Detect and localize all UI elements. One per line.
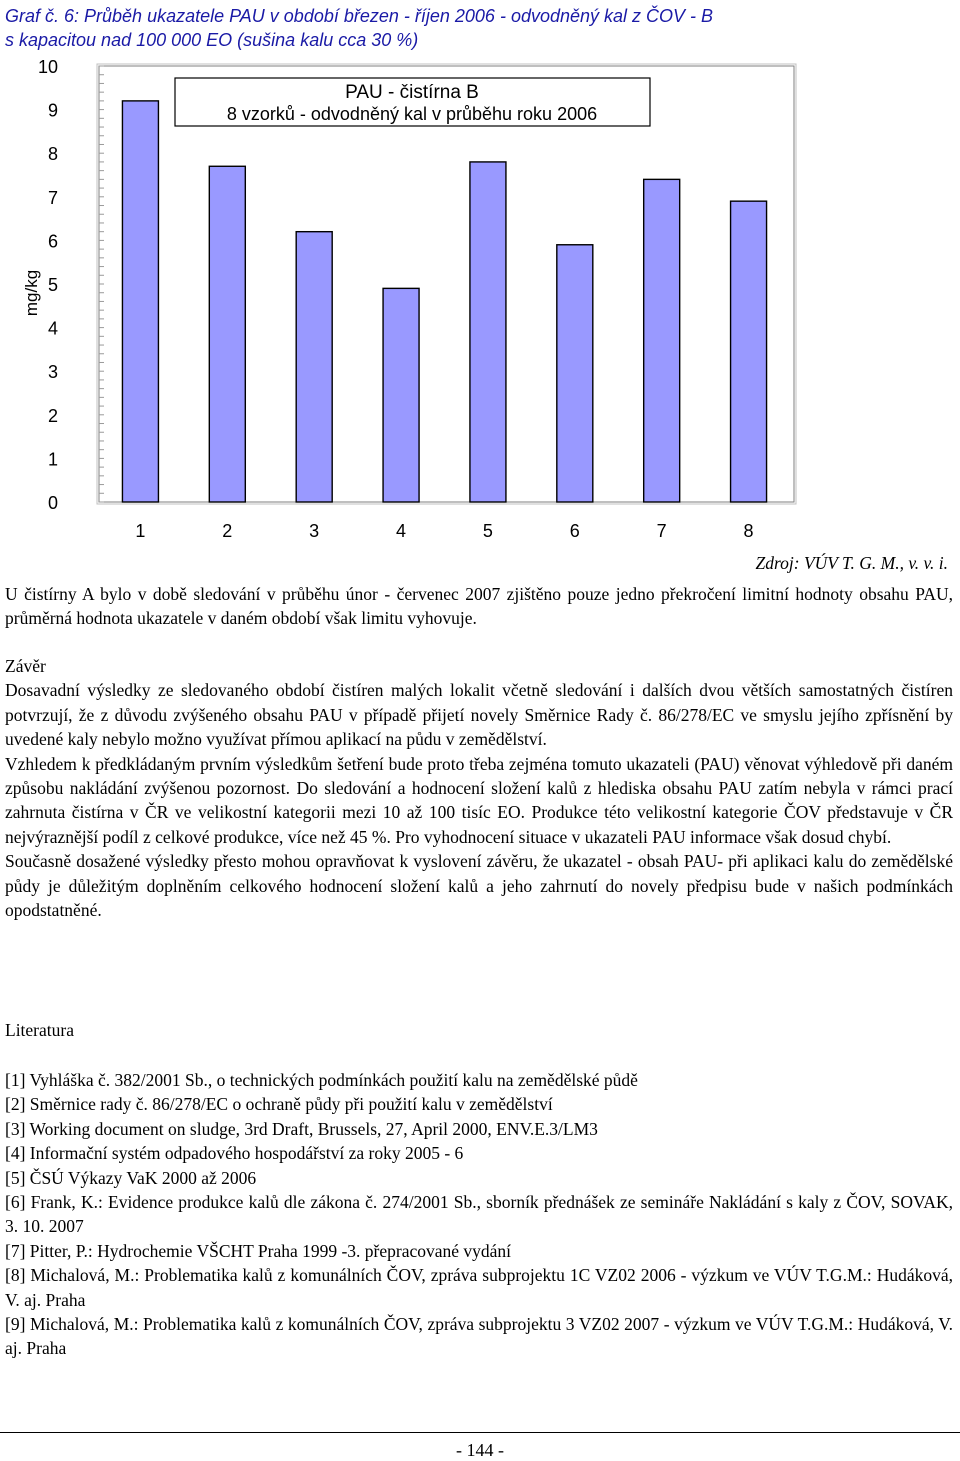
caption-line-2: s kapacitou nad 100 000 EO (sušina kalu cca 30 %) xyxy=(5,30,419,50)
reference-item: [3] Working document on sludge, 3rd Draft, Brussels, 27, April 2000, ENV.E.3/LM3 xyxy=(5,1118,598,1139)
chart-subtitle: 8 vzorků - odvodněný kal v průběhu roku 2006 xyxy=(226,104,598,124)
reference-item: [1] Vyhláška č. 382/2001 Sb., o technických podmínkách použití kalu na zemědělské půdě xyxy=(5,1070,638,1090)
bar xyxy=(122,101,158,502)
figure-caption xyxy=(5,4,805,52)
bar xyxy=(209,166,245,502)
x-tick-label: 2 xyxy=(222,521,233,541)
caption-line-1: Graf č. 6: Průběh ukazatele PAU v období březen - říjen 2006 - odvodněný kal z ČOV - B xyxy=(5,6,714,26)
conclusion-section xyxy=(5,654,953,922)
literature-list-block xyxy=(5,1068,953,1361)
reference-item: [7] Pitter, P.: Hydrochemie VŠCHT Praha 1999 -3. přepracované vydání xyxy=(5,1240,512,1261)
pau-bar-chart xyxy=(0,60,820,550)
bar xyxy=(296,232,332,502)
reference-item: [9] Michalová, M.: Problematika kalů z komunálních ČOV, zpráva subprojektu 3 VZ02 2007 - výzkum ve VÚV T.G.M.: Hudáková, V. aj. Praha xyxy=(5,1314,953,1359)
y-tick-label: 4 xyxy=(47,318,58,339)
bar xyxy=(470,162,506,502)
y-tick-label: 10 xyxy=(37,60,58,77)
x-tick-label: 3 xyxy=(309,521,320,541)
y-axis-label: mg/kg xyxy=(22,269,41,317)
y-tick-label: 5 xyxy=(47,275,58,295)
reference-item: [6] Frank, K.: Evidence produkce kalů dle zákona č. 274/2001 Sb., sborník přednášek ze semináře Nakládání s kaly z ČOV, SOVAK, 3. 10. 2007 xyxy=(5,1192,953,1237)
x-tick-label: 7 xyxy=(656,521,667,541)
literature-list xyxy=(5,1068,953,1361)
reference-item: [5] ČSÚ Výkazy VaK 2000 až 2006 xyxy=(5,1167,257,1188)
conclusion-paragraph-2: Vzhledem k předkládaným prvním výsledkům šetření bude proto třeba zejména tomuto ukazateli (PAU) věnovat výhledově při daném způsobu nakládání zvýšenou pozornost. Do sledování a hodnocení složení kalů z hlediska obsahu PAU zatím nebyla v rámci prací zahrnuta čistírna v ČR ve velikostní kategorii mezi 10 až 100 tisíc EO. Produkce této velikostní kategorie ČOV představuje v ČR nejvýraznější podíl z celkové produkce, více než 45 %. Pro vyhodnocení situace v ukazateli PAU informace však dosud chybí. xyxy=(5,753,953,847)
conclusion-paragraph-1: Dosavadní výsledky ze sledovaného období čistíren malých lokalit včetně sledování i dalších dvou větších samostatných čistíren potvrzují, že z důvodu zvýšeného obsahu PAU v případě přijetí novely Směrnice Rady č. 86/278/EC ve smyslu jejího zpřísnění by uvedené kaly nebylo možno využívat přímou aplikací na půdu v zemědělství. xyxy=(5,680,953,750)
chart-title: PAU - čistírna B xyxy=(345,82,479,103)
x-tick-label: 4 xyxy=(396,521,407,541)
literature-heading-block xyxy=(5,1018,953,1042)
reference-item: [8] Michalová, M.: Problematika kalů z komunálních ČOV, zpráva subprojektu 1C VZ02 2006 - výzkum ve VÚV T.G.M.: Hudáková, V. aj. Praha xyxy=(5,1265,953,1310)
y-tick-label: 3 xyxy=(47,362,58,383)
conclusion-heading: Závěr xyxy=(5,656,46,676)
page-number: - 144 - xyxy=(456,1440,504,1460)
y-tick-label: 1 xyxy=(47,449,58,470)
bar xyxy=(644,179,680,502)
plot-area xyxy=(99,66,794,502)
x-tick-label: 8 xyxy=(743,521,754,541)
x-tick-label: 6 xyxy=(569,521,580,541)
y-tick-label: 6 xyxy=(47,231,58,252)
reference-item: [2] Směrnice rady č. 86/278/EC o ochraně půdy při použití kalu v zemědělství xyxy=(5,1094,553,1115)
x-axis-tick-labels xyxy=(135,521,753,541)
y-tick-label: 0 xyxy=(47,493,58,513)
x-tick-label: 1 xyxy=(135,521,146,541)
y-tick-label: 2 xyxy=(47,405,58,426)
y-tick-label: 7 xyxy=(47,187,58,208)
reference-item: [4] Informační systém odpadového hospodářství za roky 2005 - 6 xyxy=(5,1143,464,1164)
y-tick-label: 9 xyxy=(47,100,58,121)
footer-divider xyxy=(0,1432,960,1433)
x-tick-label: 5 xyxy=(482,521,493,541)
literature-heading: Literatura xyxy=(5,1020,74,1040)
bar xyxy=(383,288,419,502)
paragraph-text: U čistírny A bylo v době sledování v průběhu únor - červenec 2007 zjištěno pouze jedno překročení limitní hodnoty obsahu PAU, průměrná hodnota ukazatele v daném období však limitu vyhovuje. xyxy=(5,584,953,629)
paragraph-cistirna-a xyxy=(5,582,953,631)
y-tick-label: 8 xyxy=(47,144,58,165)
bar xyxy=(557,245,593,502)
bar xyxy=(731,201,767,502)
chart-source: Zdroj: VÚV T. G. M., v. v. i. xyxy=(755,553,948,573)
conclusion-paragraph-3: Současně dosažené výsledky přesto mohou opravňovat k vyslovení závěru, že ukazatel - obsah PAU- při aplikaci kalu do zemědělské půdy je důležitým doplněním celkového hodnocení složení kalů a jeho zahrnutí do novely předpisu bude v našich podmínkách opodstatněné. xyxy=(5,851,953,921)
